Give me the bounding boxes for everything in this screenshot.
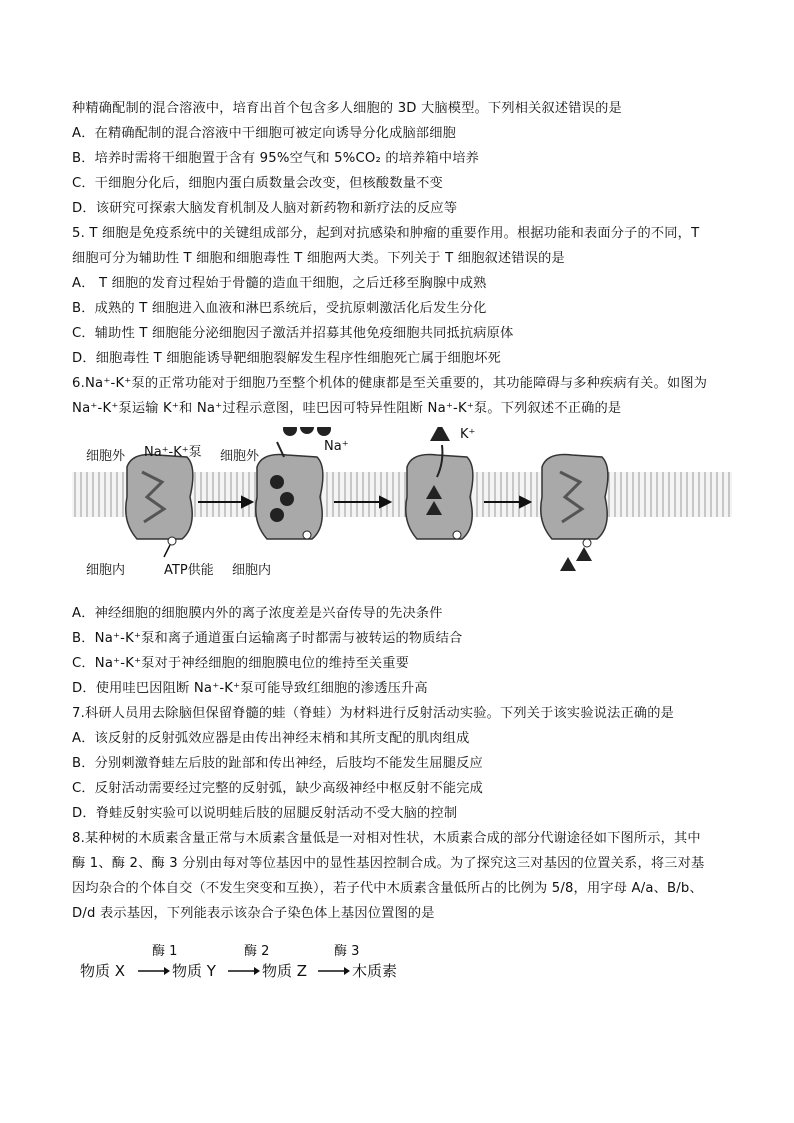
k-ion (560, 557, 576, 571)
lignin-pathway (72, 940, 732, 990)
q6-option-b: B．Na⁺-K⁺泵和离子通道蛋白运输离子时都需与被转运的物质结合 (72, 631, 463, 646)
q4-option-c: C．干细胞分化后，细胞内蛋白质数量会改变，但核酸数量不变 (72, 176, 443, 191)
enzyme-1: 酶 1 (152, 944, 178, 959)
q6-stem-line-1: 6.Na⁺-K⁺泵的正常功能对于细胞乃至整个机体的健康都是至关重要的，其功能障碍与多种疾病有关。如图为 (72, 376, 708, 391)
q7-option-c: C．反射活动需要经过完整的反射弧，缺少高级神经中枢反射不能完成 (72, 781, 484, 796)
q8-stem-line-1: 8.某种树的木质素含量正常与木质素含量低是一对相对性状，木质素合成的部分代谢途径如下图所示，其中 (72, 831, 701, 846)
pump-state-4 (541, 455, 608, 572)
phosphate (453, 531, 461, 539)
q7-option-d: D．脊蛙反射实验可以说明蛙后肢的屈腿反射活动不受大脑的控制 (72, 806, 458, 821)
enzyme-2: 酶 2 (244, 944, 270, 959)
pump-state-3 (406, 455, 473, 540)
q4-option-a: A．在精确配制的混合溶液中干细胞可被定向诱导分化成脑部细胞 (72, 126, 457, 141)
phosphate (583, 539, 591, 547)
atp-arrow (164, 545, 170, 557)
q5-option-a: A． T 细胞的发育过程始于骨髓的造血干细胞，之后迁移至胸腺中成熟 (72, 276, 487, 291)
pump-state-2 (256, 455, 323, 540)
q8-stem-line-3: 因均杂合的个体自交（不发生突变和互换），若子代中木质素含量低所占的比例为 5/8，用字母 A/a、B/b、 (72, 881, 703, 896)
q4-option-d: D．该研究可探索大脑发育机制及人脑对新药物和新疗法的反应等 (72, 201, 458, 216)
q6-option-a: A．神经细胞的细胞膜内外的离子浓度差是兴奋传导的先决条件 (72, 606, 443, 621)
q7-option-a: A．该反射的反射弧效应器是由传出神经末梢和其所支配的肌肉组成 (72, 731, 470, 746)
q6-stem-line-2: Na⁺-K⁺泵运输 K⁺和 Na⁺过程示意图，哇巴因可特异性阻断 Na⁺-K⁺泵。下列叙述不正确的是 (72, 401, 622, 416)
phosphate (303, 531, 311, 539)
substance-y: 物质 Y (172, 962, 216, 980)
arrow-2 (228, 966, 260, 976)
q8-stem-line-4: D/d 表示基因，下列能表示该杂合子染色体上基因位置图的是 (72, 906, 435, 921)
atp-dot (168, 537, 176, 545)
q7-stem: 7.科研人员用去除脑但保留脊髓的蛙（脊蛙）为材料进行反射活动实验。下列关于该实验说法正确的是 (72, 706, 675, 721)
q5-option-b: B．成熟的 T 细胞进入血液和淋巴系统后，受抗原刺激活化后发生分化 (72, 301, 487, 316)
lignin: 木质素 (352, 962, 398, 980)
label-inside: 细胞内 (86, 563, 126, 578)
label-inside-2: 细胞内 (232, 563, 272, 578)
na-ion (283, 427, 297, 436)
q5-stem-line-1: 5. T 细胞是免疫系统中的关键组成部分，起到对抗感染和肿瘤的重要作用。根据功能和表面分子的不同，T (72, 226, 700, 241)
arrow-1 (138, 966, 170, 976)
substance-x: 物质 X (80, 962, 126, 980)
label-outside: 细胞外 (86, 449, 126, 464)
q6-option-d: D．使用哇巴因阻断 Na⁺-K⁺泵可能导致红细胞的渗透压升高 (72, 681, 428, 696)
k-ion (576, 547, 592, 561)
q5-stem-line-2: 细胞可分为辅助性 T 细胞和细胞毒性 T 细胞两大类。下列关于 T 细胞叙述错误的是 (72, 251, 565, 266)
label-na: Na⁺ (324, 439, 349, 454)
q7-option-b: B．分别刺激脊蛙左后肢的趾部和传出神经，后肢均不能发生屈腿反应 (72, 756, 483, 771)
q8-stem-line-2: 酶 1、酶 2、酶 3 分别由每对等位基因中的显性基因控制合成。为了探究这三对基因的位置关系，将三对基 (72, 856, 705, 871)
label-outside-2: 细胞外 (220, 449, 260, 464)
na-ion (270, 475, 284, 489)
na-ion (300, 427, 314, 434)
q6-option-c: C．Na⁺-K⁺泵对于神经细胞的细胞膜电位的维持至关重要 (72, 656, 410, 671)
na-ion (317, 427, 331, 436)
arrow-3 (318, 966, 350, 976)
na-ion (270, 508, 284, 522)
label-atp: ATP供能 (164, 563, 214, 578)
question-4-stem-tail: 种精确配制的混合溶液中，培育出首个包含多人细胞的 3D 大脑模型。下列相关叙述错误的是 (72, 101, 622, 116)
q5-option-c: C．辅助性 T 细胞能分泌细胞因子激活并招募其他免疫细胞共同抵抗病原体 (72, 326, 514, 341)
na-ion (280, 492, 294, 506)
sodium-potassium-pump-diagram (72, 427, 732, 597)
exam-page (72, 96, 732, 990)
k-ion (430, 427, 450, 441)
q4-option-b: B．培养时需将干细胞置于含有 95%空气和 5%CO₂ 的培养箱中培养 (72, 151, 480, 166)
label-pump: Na⁺-K⁺泵 (144, 445, 202, 460)
q5-option-d: D．细胞毒性 T 细胞能诱导靶细胞裂解发生程序性细胞死亡属于细胞坏死 (72, 351, 502, 366)
substance-z: 物质 Z (262, 962, 308, 980)
pump-state-1 (126, 455, 193, 540)
enzyme-3: 酶 3 (334, 944, 360, 959)
label-k: K⁺ (460, 427, 476, 442)
